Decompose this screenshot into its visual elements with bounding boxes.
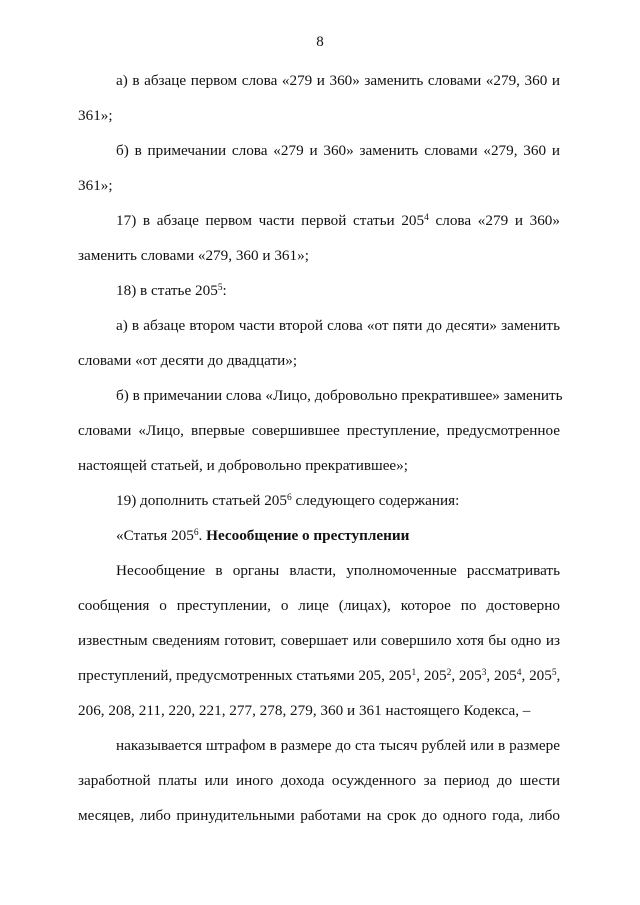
text-line: а) в абзаце втором части второй слова «от пяти до десяти» заменить (116, 317, 560, 334)
text-line: сообщения о преступлении, о лице (лицах), которое по достоверно (78, 597, 560, 614)
text-line: б) в примечании слова «Лицо, добровольно прекратившее» заменить (116, 387, 563, 404)
article-heading: «Статья $205^6$. Несообщение о преступлении (116, 527, 410, 544)
text-line: словами «Лицо, впервые совершившее преступление, предусмотренное (78, 422, 560, 439)
page-number: 8 (316, 34, 324, 50)
text-line: заменить словами «279, 360 и 361»; (78, 247, 309, 264)
text-line: 19) дополнить статьей $205^6$ следующего содержания: (116, 492, 460, 509)
text-line: 361»; (78, 177, 113, 194)
text-line: месяцев, либо принудительными работами на срок до одного года, либо (78, 807, 560, 824)
text-line: словами «от десяти до двадцати»; (78, 352, 298, 369)
text-line: 17) в абзаце первом части первой статьи $205^4$ слова «279 и 360» (116, 212, 560, 229)
text-line: 18) в статье $205^5$: (116, 282, 227, 299)
text-line: наказывается штрафом в размере до ста тысяч рублей или в размере (116, 737, 560, 754)
text-line: настоящей статьей, и добровольно прекратившее»; (78, 457, 408, 474)
text-line: 361»; (78, 107, 113, 124)
text-line: преступлений, предусмотренных статьями 205, $205^1$, $205^2$, $205^3$, $205^4$, $205^5$, (78, 667, 561, 684)
text-line: 206, 208, 211, 220, 221, 277, 278, 279, 360 и 361 настоящего Кодекса, – (78, 702, 531, 719)
text-line: а) в абзаце первом слова «279 и 360» заменить словами «279, 360 и (116, 72, 560, 89)
text-line: Несообщение в органы власти, уполномоченные рассматривать (116, 562, 560, 579)
text-line: известным сведениям готовит, совершает или совершило хотя бы одно из (78, 632, 560, 649)
text-line: б) в примечании слова «279 и 360» заменить словами «279, 360 и (116, 142, 560, 159)
article-title: Несообщение о преступлении (206, 527, 410, 544)
text-line: заработной платы или иного дохода осужденного за период до шести (78, 772, 560, 789)
